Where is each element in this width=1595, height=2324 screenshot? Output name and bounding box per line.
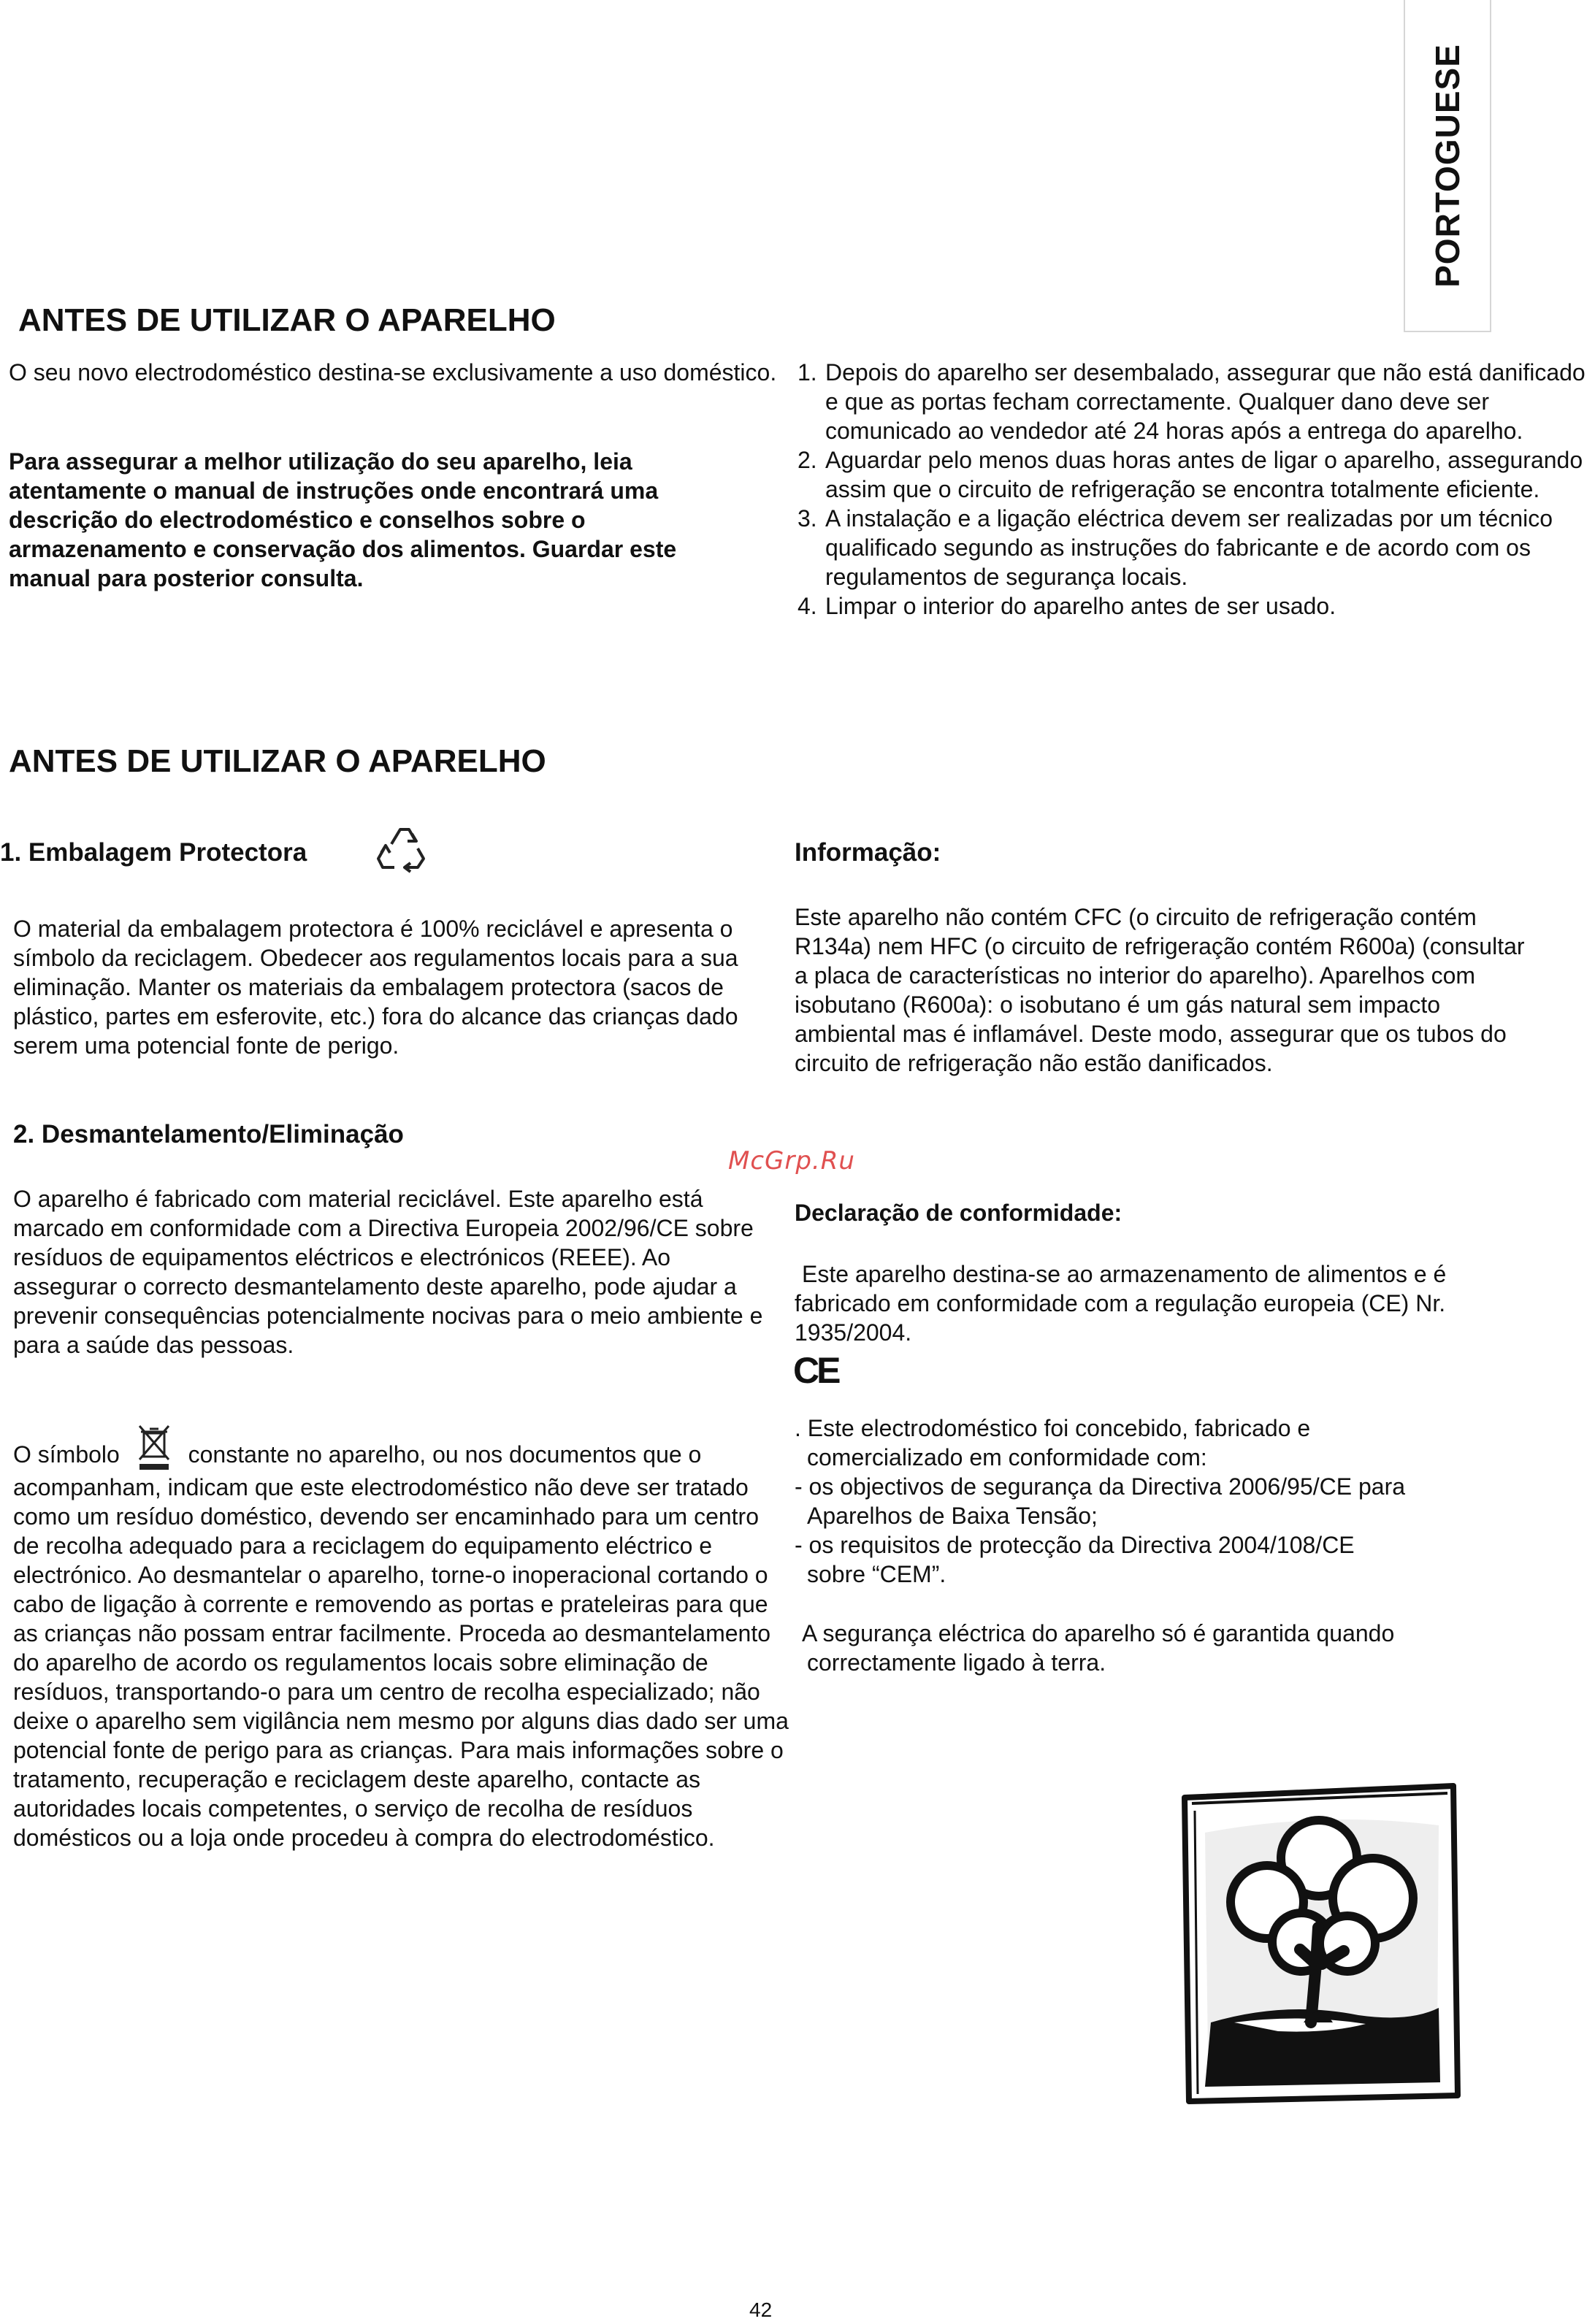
intro-text: O seu novo electrodoméstico destina-se exclusivamente a uso doméstico. <box>9 359 777 386</box>
recycle-icon <box>375 824 428 873</box>
watermark: McGrp.Ru <box>728 1146 855 1176</box>
setup-step: 3. A instalação e a ligação eléctrica devem ser realizadas por um técnico qualificado segundo as instruções do fabricante e de acordo com os regulamentos de segurança locais. <box>798 505 1553 590</box>
crossed-bin-icon <box>134 1422 175 1473</box>
designed-line-1: . Este electrodoméstico foi concebido, fabricado e <box>795 1415 1311 1441</box>
conformity-title: Declaração de conformidade: <box>795 1200 1122 1226</box>
language-tab-label: PORTOGUESE <box>1428 43 1466 288</box>
setup-step: 2. Aguardar pelo menos duas horas antes de ligar o aparelho, assegurando assim que o circuito de refrigeração se encontra totalmente eficiente. <box>798 447 1583 502</box>
disposal-title: 2. Desmantelamento/Eliminação <box>13 1120 404 1148</box>
packaging-text: O material da embalagem protectora é 100% reciclável e apresenta o símbolo da reciclagem. Obedecer aos regulamentos locais para a sua eliminação. Manter os materiais da embalagem protectora (sacos de plástico, partes em esferovite, etc.) fora do alcance das crianças dado serem uma potencial fonte de perigo. <box>13 916 738 1059</box>
directive-item-1-cont: Aparelhos de Baixa Tensão; <box>807 1503 1098 1529</box>
weee-text <box>13 1422 789 1852</box>
information-text: Este aparelho não contém CFC (o circuito de refrigeração contém R134a) nem HFC (o circuito de refrigeração contém R600a) (consultar a placa de características no interior do aparelho). Aparelhos com isobutano (R600a): o isobutano é um gás natural sem impacto ambiental mas é inflamável. Deste modo, assegurar que os tubos do circuito de refrigeração não estão danificados. <box>795 904 1525 1076</box>
manual-notice: Para assegurar a melhor utilização do seu aparelho, leia atentamente o manual de instruções onde encontrará uma descrição do electrodoméstico e conselhos sobre o armazenamento e conservação dos alimentos. Guardar este manual para posterior consulta. <box>9 448 677 591</box>
electrical-safety-line-2: correctamente ligado à terra. <box>807 1649 1106 1676</box>
conformity-text: Este aparelho destina-se ao armazenamento de alimentos e é fabricado em conformidade com a regulação europeia (CE) Nr. 1935/2004. <box>795 1261 1447 1346</box>
section-title-before-use: ANTES DE UTILIZAR O APARELHO <box>18 302 556 338</box>
setup-step: 1. Depois do aparelho ser desembalado, assegurar que não está danificado e que as portas fecham correctamente. Qualquer dano deve ser comunicado ao vendedor até 24 horas após a entrega do aparelho. <box>798 359 1586 444</box>
weee-text-rest: constante no aparelho, ou nos documentos que o acompanham, indicam que este electrodoméstico não deve ser tratado como um resíduo doméstico, devendo ser encaminhado para um centro de recolha adequado para a reciclagem do equipamento eléctrico e electrónico. Ao desmantelar o aparelho, torne-o inoperacional cortando o cabo de ligação à corrente e removendo as portas e prateleiras para que as crianças não possam entrar facilmente. Proceda ao desmantelamento do aparelho de acordo os regulamentos locais sobre eliminação de resíduos, transportando-o para um centro de recolha especializado; não deixe o aparelho sem vigilância nem mesmo por alguns dias dado ser uma potencial fonte de perigo para as crianças. Para mais informações sobre o tratamento, recuperação e reciclagem deste aparelho, contacte as autoridades locais competentes, o serviço de recolha de resíduos domésticos ou a loja onde procedeu à compra do electrodoméstico. <box>13 1441 789 1851</box>
section-title-before-use-2: ANTES DE UTILIZAR O APARELHO <box>9 743 546 779</box>
setup-step: 4. Limpar o interior do aparelho antes de ser usado. <box>798 593 1336 619</box>
information-title: Informação: <box>795 838 941 867</box>
packaging-title: 1. Embalagem Protectora <box>0 838 307 867</box>
weee-text-start: O símbolo <box>13 1441 120 1468</box>
disposal-text: O aparelho é fabricado com material reciclável. Este aparelho está marcado em conformidade com a Directiva Europeia 2002/96/CE sobre resíduos de equipamentos eléctricos e electrónicos (REEE). Ao assegurar o correcto desmantelamento deste aparelho, pode ajudar a prevenir consequências potencialmente nocivas para o meio ambiente e para a saúde das pessoas. <box>13 1186 763 1358</box>
directive-item-1: - os objectivos de segurança da Directiva 2006/95/CE para <box>795 1473 1406 1500</box>
electrical-safety-line-1: A segurança eléctrica do aparelho só é garantida quando <box>802 1620 1395 1646</box>
tree-illustration <box>1176 1782 1461 2106</box>
ce-mark: CE <box>793 1350 838 1391</box>
directive-item-2: - os requisitos de protecção da Directiva 2004/108/CE <box>795 1532 1355 1558</box>
page-number: 42 <box>749 2298 773 2321</box>
directive-item-2-cont: sobre “CEM”. <box>807 1561 946 1587</box>
designed-line-2: comercializado em conformidade com: <box>807 1444 1207 1470</box>
language-tab <box>1404 0 1491 332</box>
setup-steps-list <box>798 358 1594 621</box>
